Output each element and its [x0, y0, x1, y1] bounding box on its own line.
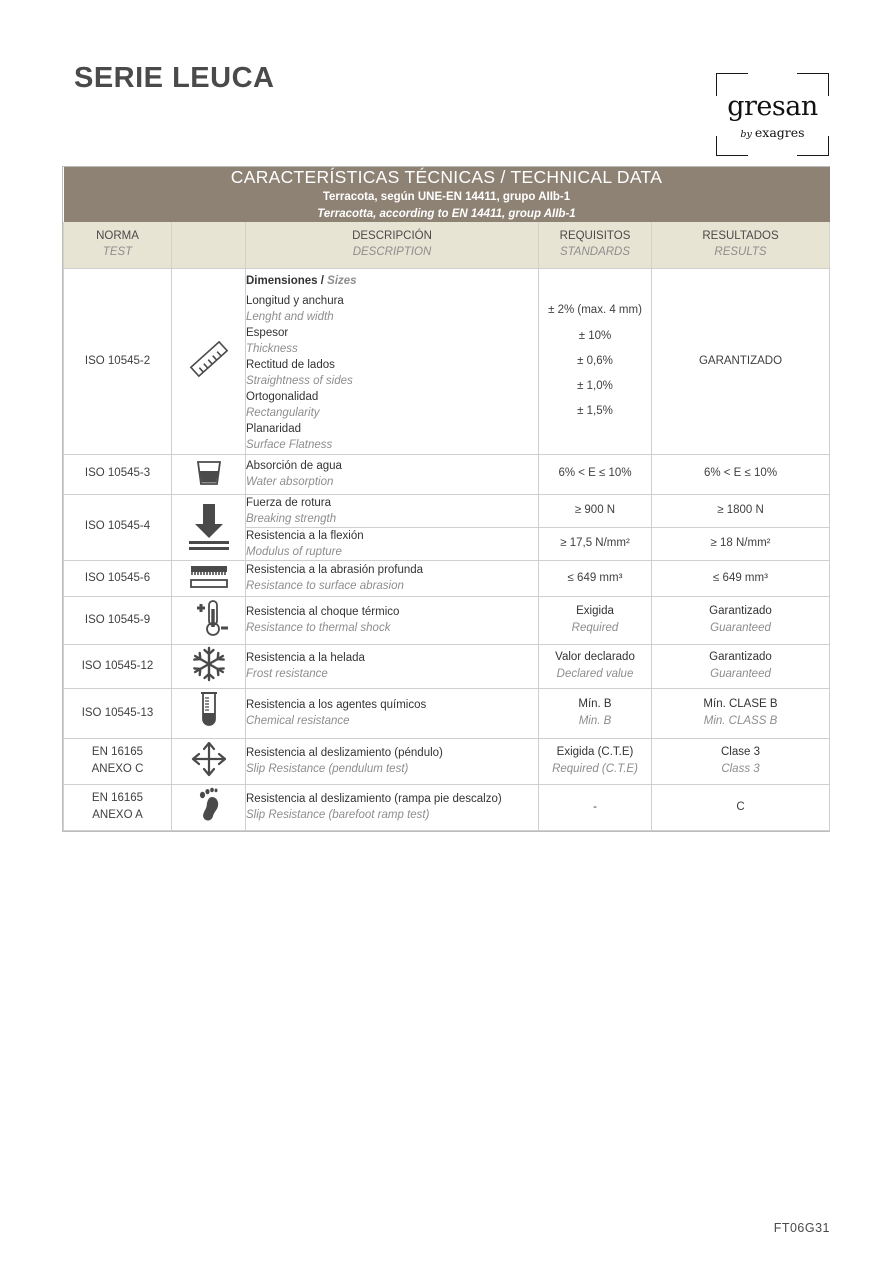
row-icon-cell	[172, 596, 246, 644]
item-en: Rectangularity	[246, 407, 320, 420]
row-description	[246, 738, 539, 784]
row-description	[246, 527, 539, 560]
column-header-requisitos	[539, 222, 652, 269]
description-en: Resistance to surface abrasion	[246, 580, 404, 593]
row-icon-cell	[172, 644, 246, 688]
row-icon-cell	[172, 688, 246, 738]
row-description	[246, 269, 539, 454]
row-requirement: 6% < E ≤ 10%	[539, 454, 652, 494]
row-norma	[64, 738, 172, 784]
item-es: Planaridad	[246, 423, 301, 436]
four-way-arrow-icon	[189, 739, 229, 779]
logo-frame-notch-bottom	[748, 154, 797, 159]
requirement-value: ± 10%	[578, 329, 612, 342]
description-es: Resistencia al deslizamiento (péndulo)	[246, 747, 443, 760]
dimensions-heading-en: Sizes	[327, 275, 357, 288]
list-item	[246, 389, 538, 421]
description-es: Fuerza de rotura	[246, 496, 332, 509]
row-requirement: ≤ 649 mm³	[539, 560, 652, 596]
requirement-es: Valor declarado	[555, 651, 635, 664]
item-en: Straightness of sides	[246, 375, 353, 388]
abrasion-icon	[185, 561, 233, 591]
brand-logo	[716, 73, 829, 156]
row-result: C	[652, 784, 830, 830]
item-es: Rectitud de lados	[246, 359, 335, 372]
logo-byline	[716, 125, 829, 140]
column-header-resultados-es: RESULTADOS	[702, 230, 779, 243]
result-es: Clase 3	[721, 746, 760, 759]
banner-subtitle-es: Terracota, según UNE-EN 14411, grupo AIIb-1	[322, 190, 571, 203]
table-row	[64, 644, 830, 688]
table-row	[64, 784, 830, 830]
result-en: Min. CLASS B	[703, 715, 778, 728]
row-icon-cell	[172, 494, 246, 560]
row-norma: ISO 10545-9	[64, 596, 172, 644]
table-row	[64, 688, 830, 738]
row-requirement: -	[539, 784, 652, 830]
table-row	[64, 596, 830, 644]
column-header-norma-es: NORMA	[96, 230, 139, 243]
row-icon-cell	[172, 269, 246, 454]
description-en: Breaking strength	[246, 512, 337, 525]
row-norma	[64, 784, 172, 830]
row-norma: ISO 10545-2	[64, 269, 172, 454]
requirement-value: ± 1,5%	[577, 405, 613, 418]
result-es: Garantizado	[709, 605, 772, 618]
row-description	[246, 560, 539, 596]
row-norma-line2: ANEXO C	[91, 763, 144, 776]
table-banner	[64, 167, 830, 222]
row-norma: ISO 10545-3	[64, 454, 172, 494]
description-en: Chemical resistance	[246, 715, 350, 728]
result-en: Guaranteed	[710, 668, 771, 681]
document-code: FT06G31	[773, 1221, 830, 1235]
dimensions-heading-sep: /	[317, 275, 328, 288]
description-es: Resistencia a los agentes químicos	[246, 699, 427, 712]
item-es: Espesor	[246, 326, 289, 339]
list-item	[246, 325, 538, 357]
row-requirement	[539, 269, 652, 454]
row-icon-cell	[172, 738, 246, 784]
item-es: Longitud y anchura	[246, 294, 344, 307]
thermometer-icon	[188, 597, 230, 639]
table-row	[64, 454, 830, 494]
requirement-en: Required (C.T.E)	[552, 763, 638, 776]
row-description	[246, 784, 539, 830]
dimensions-heading	[246, 269, 538, 291]
table-row	[64, 560, 830, 596]
row-result: ≤ 649 mm³	[652, 560, 830, 596]
description-es: Resistencia a la flexión	[246, 529, 364, 542]
test-tube-icon	[194, 689, 224, 733]
banner-title: CARACTERÍSTICAS TÉCNICAS / TECHNICAL DATA	[230, 167, 663, 187]
requirement-en: Min. B	[578, 715, 612, 728]
description-en: Water absorption	[246, 476, 334, 489]
result-en: Class 3	[721, 763, 760, 776]
row-requirement: ≥ 17,5 N/mm²	[539, 527, 652, 560]
item-en: Surface Flatness	[246, 439, 333, 452]
dimensions-heading-es: Dimensiones	[246, 275, 318, 288]
row-requirement	[539, 596, 652, 644]
column-header-resultados-en: RESULTS	[714, 245, 767, 258]
row-result: ≥ 1800 N	[652, 494, 830, 527]
row-icon-cell	[172, 454, 246, 494]
row-result	[652, 596, 830, 644]
row-result	[652, 644, 830, 688]
row-result: GARANTIZADO	[652, 269, 830, 454]
snowflake-icon	[190, 645, 228, 683]
column-header-descripcion-en: DESCRIPTION	[352, 245, 432, 258]
row-icon-cell	[172, 560, 246, 596]
dimensions-list	[246, 293, 538, 454]
requirement-es: Exigida	[576, 605, 614, 618]
water-glass-icon	[192, 455, 226, 489]
row-requirement: ≥ 900 N	[539, 494, 652, 527]
requirement-list	[539, 298, 651, 424]
row-icon-cell	[172, 784, 246, 830]
row-norma: ISO 10545-6	[64, 560, 172, 596]
row-result: ≥ 18 N/mm²	[652, 527, 830, 560]
row-description	[246, 494, 539, 527]
page-title: SERIE LEUCA	[74, 62, 275, 94]
description-es: Resistencia al deslizamiento (rampa pie descalzo)	[246, 793, 502, 806]
description-en: Slip Resistance (barefoot ramp test)	[246, 809, 430, 822]
column-header-icon	[172, 222, 246, 269]
table-column-header-row	[64, 222, 830, 269]
row-norma-line1: EN 16165	[91, 791, 144, 804]
column-header-norma	[64, 222, 172, 269]
requirement-en: Declared value	[556, 668, 634, 681]
description-en: Frost resistance	[246, 668, 328, 681]
page-header	[0, 0, 892, 165]
row-result	[652, 738, 830, 784]
row-result	[652, 688, 830, 738]
row-description	[246, 644, 539, 688]
column-header-requisitos-es: REQUISITOS	[559, 230, 631, 243]
row-norma-line1: EN 16165	[91, 745, 144, 758]
row-description	[246, 454, 539, 494]
table-row	[64, 494, 830, 527]
row-requirement	[539, 738, 652, 784]
requirement-es: Mín. B	[578, 698, 612, 711]
column-header-resultados	[652, 222, 830, 269]
list-item	[246, 421, 538, 453]
list-item	[246, 293, 538, 325]
item-es: Ortogonalidad	[246, 391, 319, 404]
description-es: Absorción de agua	[246, 459, 342, 472]
row-description	[246, 688, 539, 738]
result-es: Mín. CLASE B	[703, 698, 778, 711]
row-norma: ISO 10545-4	[64, 494, 172, 560]
logo-wordmark: gresan	[727, 91, 818, 122]
result-es: Garantizado	[709, 651, 772, 664]
row-norma-line2: ANEXO A	[92, 809, 143, 822]
requirement-value: ± 1,0%	[577, 380, 613, 393]
banner-subtitle-en: Terracotta, according to EN 14411, group AIIb-1	[317, 207, 576, 220]
table-row	[64, 738, 830, 784]
row-requirement	[539, 688, 652, 738]
item-en: Lenght and width	[246, 310, 334, 323]
logo-byline-prefix: by	[740, 129, 755, 140]
row-norma: ISO 10545-13	[64, 688, 172, 738]
description-es: Resistencia al choque térmico	[246, 606, 400, 619]
row-norma: ISO 10545-12	[64, 644, 172, 688]
logo-byline-brand: exagres	[754, 125, 805, 140]
list-item	[246, 357, 538, 389]
requirement-value: ± 0,6%	[577, 354, 613, 367]
result-en: Guaranteed	[710, 622, 771, 635]
description-en: Resistance to thermal shock	[246, 622, 391, 635]
item-en: Thickness	[246, 342, 298, 355]
column-header-descripcion-es: DESCRIPCIÓN	[352, 230, 432, 243]
down-arrow-load-icon	[186, 498, 232, 552]
row-description	[246, 596, 539, 644]
technical-data-table	[62, 166, 830, 832]
description-en: Slip Resistance (pendulum test)	[246, 763, 409, 776]
ruler-icon	[186, 336, 232, 382]
requirement-value: ± 2% (max. 4 mm)	[548, 304, 642, 317]
description-en: Modulus of rupture	[246, 545, 342, 558]
column-header-norma-en: TEST	[102, 245, 133, 258]
requirement-es: Exigida (C.T.E)	[556, 746, 634, 759]
row-requirement	[539, 644, 652, 688]
column-header-descripcion	[246, 222, 539, 269]
description-es: Resistencia a la abrasión profunda	[246, 564, 424, 577]
table-row	[64, 269, 830, 454]
footprint-icon	[192, 785, 226, 825]
column-header-requisitos-en: STANDARDS	[559, 245, 631, 258]
table-banner-row	[64, 167, 830, 222]
row-result: 6% < E ≤ 10%	[652, 454, 830, 494]
logo-frame-notch-top	[748, 70, 797, 75]
description-es: Resistencia a la helada	[246, 652, 365, 665]
requirement-en: Required	[571, 622, 619, 635]
